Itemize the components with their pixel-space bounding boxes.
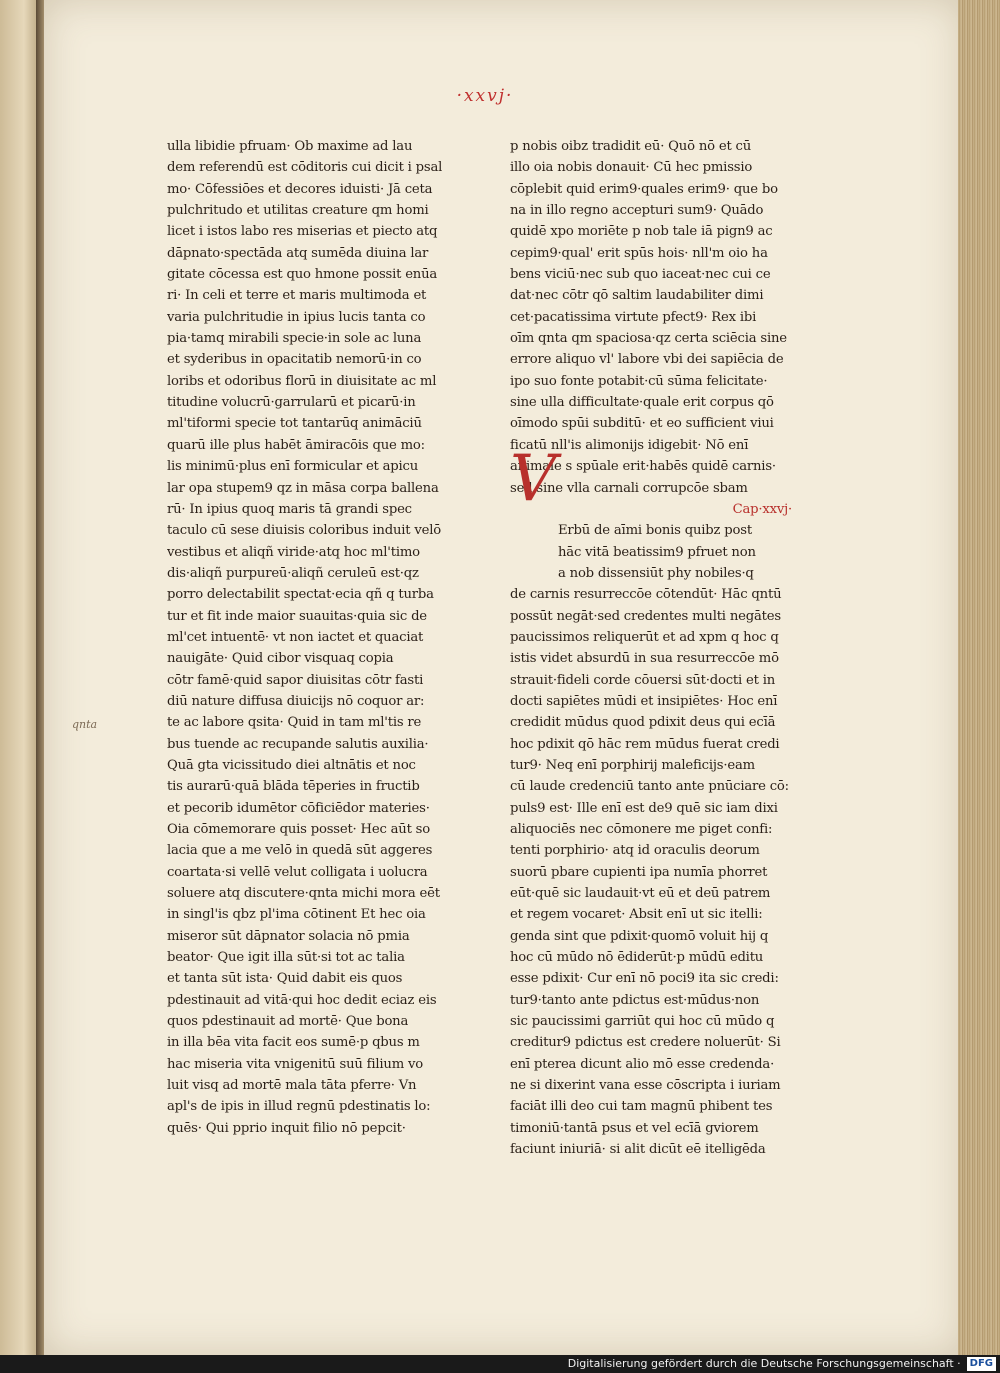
text-line: quēs· Qui pprio inquit filio nō pepcit· <box>167 1120 406 1136</box>
text-line: cōtr famē·quid sapor diuisitas cōtr fasti <box>167 672 424 688</box>
text-line: animale s spūale erit·habēs quidē carnis· <box>510 459 776 475</box>
facing-page-edge <box>0 0 40 1355</box>
text-line: quidē xpo moriēte p nob tale iā pign9 ac <box>510 224 773 240</box>
text-column-right <box>510 136 792 1161</box>
text-line: tur et fit inde maior suauitas·quia sic de <box>167 608 427 624</box>
text-line: lar opa stupem9 qz in māsa corpa ballena <box>167 480 439 496</box>
text-line: coartata·si vellē velut colligata i uolucra <box>167 864 428 880</box>
text-line: a nob dissensiūt phy nobiles·q <box>558 565 754 581</box>
text-line: enī pterea dicunt alio mō esse credenda· <box>510 1056 775 1072</box>
text-line: timoniū·tantā psus et vel ecīā gviorem <box>510 1120 759 1136</box>
text-line: tur9·tanto ante pdictus est·mūdus·non <box>510 992 760 1008</box>
text-line: nauigāte· Quid cibor visquaq copia <box>167 651 394 667</box>
text-line: ml'tiformi specie tot tantarūq animāciū <box>167 416 422 432</box>
text-line: apl's de ipis in illud regnū pdestinatis lo: <box>167 1099 431 1115</box>
text-line: te ac labore qsita· Quid in tam ml'tis re <box>167 715 422 731</box>
text-line: faciunt iniuriā· si alit dicūt eē itelligēda <box>510 1142 766 1158</box>
text-line: ml'cet intuentē· vt non iactet et quaciat <box>167 629 424 645</box>
text-line: lacia que a me velō in quedā sūt aggeres <box>167 843 433 859</box>
page-edges <box>958 0 1000 1355</box>
text-line: lis minimū·plus enī formicular et apicu <box>167 459 419 475</box>
digitization-footer <box>0 1355 1000 1373</box>
text-line: pulchritudo et utilitas creature qm homi <box>167 203 429 219</box>
text-line: in illa bēa vita facit eos sumē·p qbus m <box>167 1035 420 1051</box>
text-line: et syderibus in opacitatib nemorū·in co <box>167 352 422 368</box>
text-line: cōplebit quid erim9·quales erim9· que bo <box>510 181 778 197</box>
text-line: paucissimos reliquerūt et ad xpm q hoc q <box>510 629 779 645</box>
text-line: de carnis resurreccōe cōtendūt· Hāc qntū <box>510 587 782 603</box>
text-line: creditur9 pdictus est credere noluerūt· Si <box>510 1035 781 1051</box>
text-line: cet·pacatissima virtute pfect9· Rex ibi <box>510 309 757 325</box>
text-line: ulla libidie pfruam· Ob maxime ad lau <box>167 139 413 154</box>
text-line: ne si dixerint vana esse cōscripta i iuriam <box>510 1078 781 1094</box>
text-column-left <box>167 136 449 1139</box>
text-line: et pecorib idumētor cōficiēdor materies· <box>167 800 430 816</box>
text-line: sed sine vlla carnali corrupcōe sbam <box>510 480 748 496</box>
text-line: pia·tamq mirabili specie·in sole ac luna <box>167 331 422 347</box>
text-line: beator· Que igit illa sūt·si tot ac talia <box>167 950 405 966</box>
text-line: esse pdixit· Cur enī nō poci9 ita sic credi: <box>510 971 779 987</box>
text-line: gitate cōcessa est quo hmone possit enūa <box>167 267 438 283</box>
text-line: luit visq ad mortē mala tāta pferre· Vn <box>167 1078 417 1094</box>
text-line: sine ulla difficultate·quale erit corpus qō <box>510 395 774 411</box>
text-line: tenti porphirio· atq id oraculis deorum <box>510 843 760 859</box>
text-line: strauit·fideli corde cōuersi sūt·docti et in <box>510 672 776 688</box>
marginal-annotation: qnta <box>72 718 98 731</box>
text-line: varia pulchritudie in ipius lucis tanta co <box>167 309 426 325</box>
folio-number: ·xxvj· <box>456 86 514 106</box>
text-line: hoc cū mūdo nō ēdiderūt·p mūdū editu <box>510 950 764 966</box>
text-line: dāpnato·spectāda atq sumēda diuina lar <box>167 245 429 261</box>
text-line: Erbū de aīmi bonis quibz post <box>558 523 752 539</box>
text-line: licet i istos labo res miserias et piecto atq <box>167 224 438 240</box>
text-line: diū nature diffusa diuicijs nō coquor ar: <box>167 693 425 709</box>
text-line: sic paucissimi garriūt qui hoc cū mūdo q <box>510 1014 775 1030</box>
text-line: mo· Cōfessiōes et decores iduisti· Jā ceta <box>167 181 433 197</box>
text-line: oīmodo spūi subditū· et eo sufficient viui <box>510 416 774 432</box>
text-line: oīm qnta qm spaciosa·qz certa sciēcia sine <box>510 331 787 347</box>
text-line: dat·nec cōtr qō saltim laudabiliter dimi <box>510 288 764 304</box>
text-line: ficatū nll'is alimonijs idigebit· Nō enī <box>510 437 749 453</box>
text-line: rū· In ipius quoq maris tā grandi spec <box>167 501 412 517</box>
dfg-logo: DFG <box>967 1357 996 1371</box>
text-line: vestibus et aliqñ viride·atq hoc ml'timo <box>167 544 420 560</box>
chapter-heading: Cap·xxvj· <box>732 501 792 517</box>
text-line: et regem vocaret· Absit enī ut sic itelli: <box>510 907 763 923</box>
text-line: pdestinauit ad vitā·qui hoc dedit eciaz eis <box>167 992 437 1008</box>
text-line: possūt negāt·sed credentes multi negātes <box>510 608 781 624</box>
text-line: Quā gta vicissitudo diei altnātis et noc <box>167 757 416 773</box>
text-line: in singl'is qbz pl'ima cōtinent Et hec oia <box>167 907 426 923</box>
text-line: suorū pbare cupienti ipa numīa phorret <box>510 864 768 880</box>
text-line: ri· In celi et terre et maris multimoda et <box>167 288 427 304</box>
text-line: porro delectabilit spectat·ecia qñ q turba <box>167 587 434 603</box>
text-line: titudine volucrū·garrularū et picarū·in <box>167 395 416 411</box>
text-line: bens viciū·nec sub quo iaceat·nec cui ce <box>510 267 771 283</box>
text-line: loribs et odoribus florū in diuisitate ac ml <box>167 373 437 389</box>
text-line: hāc vitā beatissim9 pfruet non <box>558 544 756 560</box>
text-line: cepim9·qual' erit spūs hois· nll'm oio ha <box>510 245 768 261</box>
text-line: bus tuende ac recupande salutis auxilia· <box>167 736 429 752</box>
text-line: tis aurarū·quā blāda tēperies in fructib <box>167 779 420 795</box>
text-line: soluere atq discutere·qnta michi mora eēt <box>167 886 440 902</box>
text-line: ipo suo fonte potabit·cū sūma felicitate· <box>510 373 768 389</box>
text-line: p nobis oibz tradidit eū· Quō nō et cū <box>510 139 752 154</box>
text-line: tur9· Neq enī porphirij maleficijs·eam <box>510 757 755 773</box>
text-line: eūt·quē sic laudauit·vt eū et deū patrem <box>510 886 771 902</box>
text-line: na in illo regno accepturi sum9· Quādo <box>510 203 764 219</box>
text-line: hac miseria vita vnigenitū suū filium vo <box>167 1056 423 1072</box>
text-line: miseror sūt dāpnator solacia nō pmia <box>167 928 410 944</box>
text-line: hoc pdixit qō hāc rem mūdus fuerat credi <box>510 736 780 752</box>
text-line: docti sapiētes mūdi et insipiētes· Hoc enī <box>510 693 778 709</box>
rubricated-initial: V <box>510 442 557 516</box>
text-line: taculo cū sese diuisis coloribus induit velō <box>167 523 441 539</box>
text-line: errore aliquo vl' labore vbi dei sapiēcia de <box>510 352 784 368</box>
text-line: Oia cōmemorare quis posset· Hec aūt so <box>167 822 430 837</box>
text-line: illo oia nobis donauit· Cū hec pmissio <box>510 160 753 176</box>
text-line: dem referendū est cōditoris cui dicit i psal <box>167 160 443 176</box>
text-line: et tanta sūt ista· Quid dabit eis quos <box>167 971 403 987</box>
text-line: genda sint que pdixit·quomō voluit hij q <box>510 928 769 944</box>
text-line: quos pdestinauit ad mortē· Que bona <box>167 1014 409 1030</box>
text-line: istis videt absurdū in sua resurreccōe mō <box>510 651 779 667</box>
right-column-chapter-lines <box>510 520 792 1160</box>
text-line: puls9 est· Ille enī est de9 quē sic iam dixi <box>510 800 778 816</box>
text-line: quarū ille plus habēt āmiracōis que mo: <box>167 437 425 453</box>
footer-credit: Digitalisierung gefördert durch die Deutsche Forschungsgemeinschaft · <box>567 1357 961 1370</box>
text-line: aliquociēs nec cōmonere me piget confi: <box>510 822 773 837</box>
text-line: cū laude credenciū tanto ante pnūciare cō: <box>510 779 789 795</box>
text-line: credidit mūdus quod pdixit deus qui ecīā <box>510 715 776 731</box>
text-line: faciāt illi deo cui tam magnū phibent tes <box>510 1099 773 1115</box>
text-line: dis·aliqñ purpureū·aliqñ ceruleū est·qz <box>167 565 419 581</box>
